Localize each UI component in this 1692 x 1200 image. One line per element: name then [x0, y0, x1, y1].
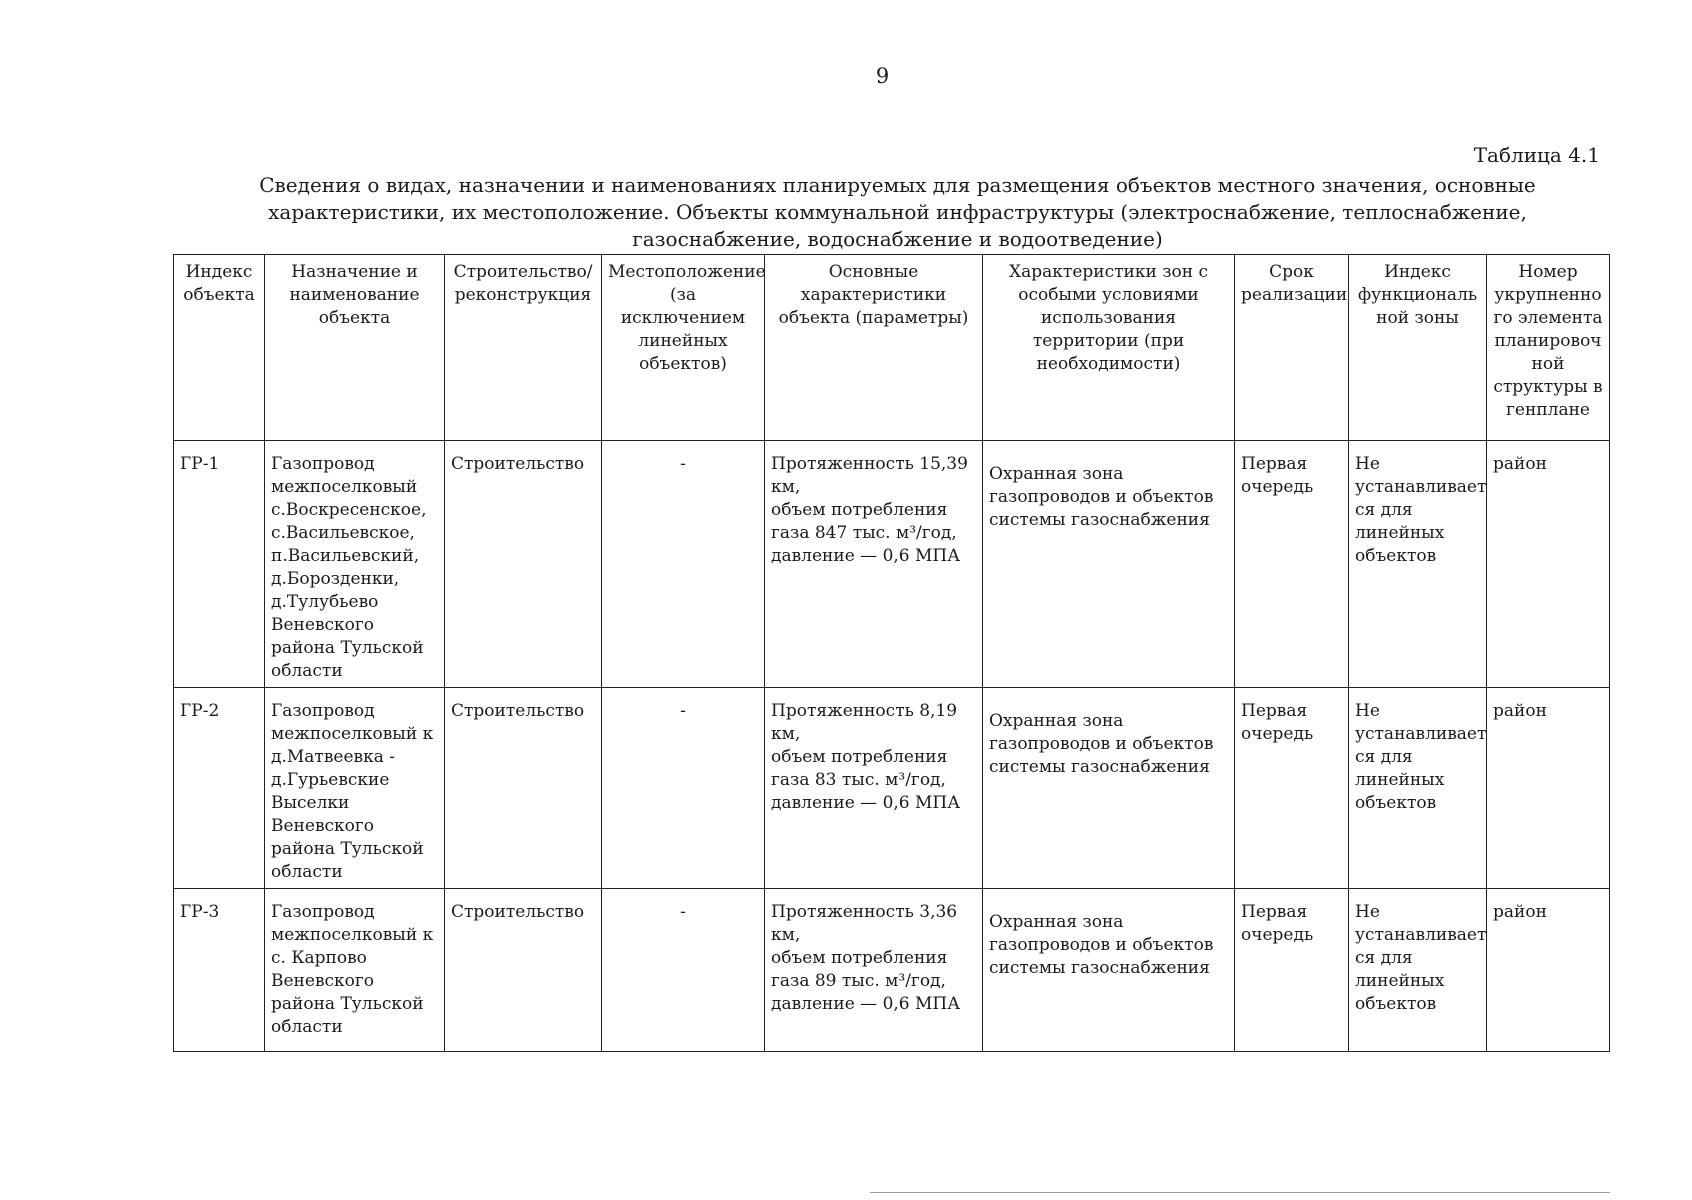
cell-object-name: Газопровод межпоселковый к д.Матвеевка - д.Гурьевские Выселки Веневского района Тульской области [265, 688, 445, 889]
header-planning-element-number: Номер укрупненно го элемента планировоч ной структуры в генплане [1487, 255, 1610, 441]
cell-functional-zone: Не устанавливает ся для линейных объектов [1349, 688, 1487, 889]
cell-location: - [602, 889, 765, 1052]
header-special-zones: Характеристики зон с особыми условиями использования территории (при необходимости) [983, 255, 1235, 441]
characteristic-consumption: объем потребления газа 83 тыс. м³/год, [771, 747, 948, 790]
cell-term: Первая очередь [1235, 441, 1349, 688]
header-functional-zone-index: Индекс функциональ ной зоны [1349, 255, 1487, 441]
cell-functional-zone: Не устанавливает ся для линейных объектов [1349, 889, 1487, 1052]
cell-location: - [602, 688, 765, 889]
header-location: Местоположение (за исключением линейных объектов) [602, 255, 765, 441]
cell-term: Первая очередь [1235, 688, 1349, 889]
cell-construction-type: Строительство [445, 441, 602, 688]
cell-characteristics [765, 889, 983, 1052]
page-number: 9 [875, 64, 890, 88]
cell-special-zone: Охранная зона газопроводов и объектов системы газоснабжения [983, 889, 1235, 1052]
cell-construction-type: Строительство [445, 688, 602, 889]
cell-location: - [602, 441, 765, 688]
cell-characteristics [765, 688, 983, 889]
cell-term: Первая очередь [1235, 889, 1349, 1052]
cell-special-zone: Охранная зона газопроводов и объектов системы газоснабжения [983, 441, 1235, 688]
characteristic-consumption: объем потребления газа 89 тыс. м³/год, [771, 948, 948, 991]
table-label: Таблица 4.1 [1473, 143, 1600, 167]
cell-object-index: ГР-1 [174, 441, 265, 688]
cell-object-index: ГР-2 [174, 688, 265, 889]
cell-functional-zone: Не устанавливает ся для линейных объектов [1349, 441, 1487, 688]
cell-planning-element: район [1487, 441, 1610, 688]
cell-planning-element: район [1487, 688, 1610, 889]
characteristic-length: Протяженность 8,19 км, [771, 701, 958, 744]
cell-object-name: Газопровод межпоселковый с.Воскресенское, с.Васильевское, п.Васильевский, д.Борозденки, д.Тулубьево Веневского района Тульской области [265, 441, 445, 688]
header-construction-type: Строительство/ реконструкция [445, 255, 602, 441]
cell-object-name: Газопровод межпоселковый к с. Карпово Веневского района Тульской области [265, 889, 445, 1052]
table-row [174, 889, 1610, 1052]
table-caption: Сведения о видах, назначении и наименованиях планируемых для размещения объектов местного значения, основные характеристики, их местоположение. Объекты коммунальной инфраструктуры (электроснабжение, теплоснабжение, газоснабжение, водоснабжение и водоотведение) [259, 173, 1536, 251]
cell-planning-element: район [1487, 889, 1610, 1052]
characteristic-pressure: давление — 0,6 МПА [771, 994, 961, 1014]
characteristic-length: Протяженность 3,36 км, [771, 902, 958, 945]
table-row [174, 688, 1610, 889]
scan-artifact-line [870, 1192, 1610, 1193]
characteristic-length: Протяженность 15,39 км, [771, 454, 968, 497]
characteristic-pressure: давление — 0,6 МПА [771, 793, 961, 813]
cell-special-zone: Охранная зона газопроводов и объектов системы газоснабжения [983, 688, 1235, 889]
objects-table [173, 254, 1610, 1052]
table-row [174, 441, 1610, 688]
header-term: Срок реализации [1235, 255, 1349, 441]
header-object-name: Назначение и наименование объекта [265, 255, 445, 441]
characteristic-pressure: давление — 0,6 МПА [771, 546, 961, 566]
header-object-index: Индекс объекта [174, 255, 265, 441]
cell-object-index: ГР-3 [174, 889, 265, 1052]
characteristic-consumption: объем потребления газа 847 тыс. м³/год, [771, 500, 957, 543]
header-characteristics: Основные характеристики объекта (параметры) [765, 255, 983, 441]
cell-characteristics [765, 441, 983, 688]
table-header-row [174, 255, 1610, 441]
cell-construction-type: Строительство [445, 889, 602, 1052]
